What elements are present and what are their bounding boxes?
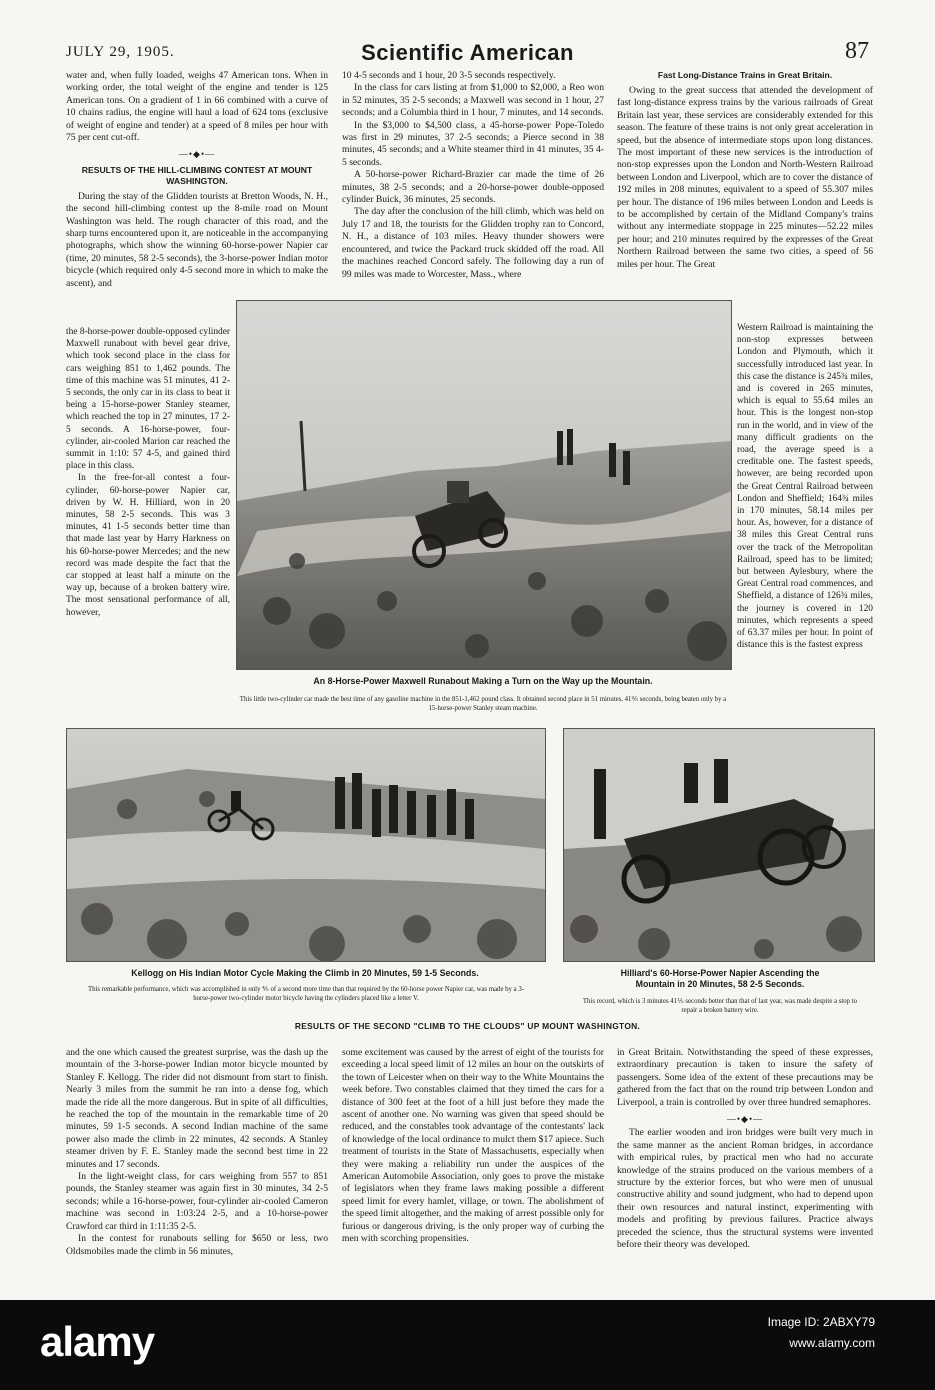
issue-date: JULY 29, 1905.	[66, 44, 175, 60]
paragraph: Western Railroad is maintaining the non-stop expresses between London and Plymouth, which it successfully introduced last year. In this case the distance is 245¾ miles, and is covered in 265 minutes, which is equal to 55.64 miles an hour. This is the longest non-stop run in the world, and in view of the many difficult gradients on the road, the average speed is a creditable one. The fastest speeds, however, are being recorded upon the Great Central Railroad between London and Sheffield; 164¾ miles in 170 minutes, 58.14 miles per hour. As, however, for a distance of 38 miles this Great Central runs over the track of the Metropolitan Railroad, speed has to be limited; but between Aylesbury, where the Great Central road commences, and Sheffield, a distance of 126¾ miles, the journey is covered in 120 minutes, which represents a speed of 63.37 miles per hour. In point of distance this is the fastest express	[737, 323, 873, 651]
paragraph: some excitement was caused by the arrest of eight of the tourists for exceeding a local speed limit of 12 miles an hour on the outskirts of the town of Leicester when on their way to the White Mountains the week before. Two constables claimed that they timed the cars for a distance of 300 feet at the foot of a hill just before they made the ascent of another one. No warning was given that speed should be reduced, and the constables took advantage of the contestants' lack of knowledge of the local ordinance to mulct them $17 apiece. Such treatment of tourists in the State of Massachusetts, especially when they were making a reliability run under the auspices of the American Automobile Association, only goes to prove the mistake of legislators when they frame laws making possible a different speed limit for every hamlet, village, or town. The abolishment of the speed limit altogether, and the making of arrest possible only for furious or dangerous driving, is the only proper way of curbing the men with scorching propensities.	[342, 1047, 604, 1245]
kellogg-subcaption: This remarkable performance, which was accomplished in only ⅘ of a second more time than that required by the 60-horse power Napier car, was made by a 3-horse-power two-cylinder motor bicycle having the cylinders placed like a letter V.	[87, 986, 525, 1002]
paragraph: Owing to the great success that attended the development of fast long-distance express trains by the various railroads of Great Britain last year, these services are considerably extended for this season. The feature of these trains is not only great acceleration in speed, but the absence of intermediate stops upon long distances. The most important of these new services is the introduction of non-stop expresses upon the London and North-Western Railroad between London and Liverpool, which are to cover the distance of 192 miles in 208 minutes, equivalent to a speed of 55.307 miles per hour. The distance of 196 miles between London and Leeds is to be accomplished by certain of the Midland Company's trains without any intermediate stoppage in 225 minutes—52.22 miles per hour; and 210 minutes required by the expresses of the Great Northern Railroad between the same two cities, a speed of 56 miles per hour. The Great	[617, 85, 873, 270]
column-2-bottom	[342, 1047, 604, 1246]
paragraph: the 8-horse-power double-opposed cylinder Maxwell runabout with bevel gear drive, which took second place in the class for cars weighing 851 to 1,462 pounds. The time of this machine was 51 minutes, 41 2-5 seconds, the only car in its class to beat it being a 15-horse-power Stanley steamer, which reached the top in 27 minutes, 17 2-5 seconds. A 16-horse-power, four-cylinder, air-cooled Marion car reached the summit in 1:10: 57 4-5, and gained third place in this class.	[66, 327, 230, 472]
paragraph: The earlier wooden and iron bridges were built very much in the same manner as the ancient Roman bridges, in accordance with empirical rules, by practical men who had no accurate knowledge of the strains produced on the various members of a structure by the exterior forces, but who were men of unusual constructive ability and sound judgment, who had to depend upon their own resources and natural instinct, experimenting with models and profiting by previous failures. Practice always preceded the science, thus the structural systems were invented before their theory was developed.	[617, 1127, 873, 1251]
maxwell-runabout-photo	[236, 300, 732, 670]
page-number: 87	[845, 38, 869, 64]
column-1-narrow	[66, 326, 230, 619]
kellogg-motorcycle-photo	[66, 728, 546, 962]
column-2-top	[342, 70, 604, 281]
alamy-url: www.alamy.com	[789, 1336, 875, 1350]
paragraph: in Great Britain. Notwithstanding the speed of these expresses, extraordinary precaution is taken to insure the safety of passengers. Some idea of the extent of these precautions may be gathered from the fact that on the round trip between London and Liverpool, a train is controlled by over three hundred semaphores.	[617, 1047, 873, 1108]
ornament-divider: —•◆•—	[726, 1114, 764, 1125]
photo-banner-title: RESULTS OF THE SECOND "CLIMB TO THE CLOUDS" UP MOUNT WASHINGTON.	[294, 1021, 641, 1031]
paragraph: In the light-weight class, for cars weighing from 557 to 851 pounds, the Stanley steamer was again first in 30 minutes, 34 2-5 seconds; while a 16-horse-power, four-cylinder air-cooled Cameron machine was second in 1:03:24 2-5, and a 10-horse-power Crawford car third in 1:11:35 2-5.	[66, 1171, 328, 1232]
column-3-narrow	[737, 322, 873, 651]
napier-subcaption: This record, which is 3 minutes 41⅕ seconds better than that of last year, was made despite a stop to repair a broken battery wire.	[582, 998, 858, 1014]
image-id-label: Image ID: 2ABXY79	[767, 1315, 875, 1329]
column-1-bottom	[66, 1047, 328, 1258]
paragraph: and the one which caused the greatest surprise, was the dash up the mountain of the 3-horse-power Indian motor bicycle mounted by Stanley F. Kellogg. The rider did not dismount from start to finish. Nearly 3 miles from the summit he ran into a dense fog, which made the ride all the more dangerous. But in spite of all difficulties, he reached the top of the mountain in the remarkable time of 20 minutes, 59 1-5 seconds. A second Indian machine of the same power also made the climb in 22 minutes, 42 seconds. A Stanley steamer driven by F. E. Stanley made the second best time in 22 minutes and 17 seconds.	[66, 1047, 328, 1170]
maxwell-caption: An 8-Horse-Power Maxwell Runabout Making a Turn on the Way up the Mountain.	[313, 676, 653, 686]
alamy-logo: alamy	[40, 1318, 155, 1365]
maxwell-subcaption: This little two-cylinder car made the best time of any gasoline machine in the 851-1,462 pound class. It obtained second place in 51 minutes, 41⅖ seconds, being beaten only by a 15-horse-power Stanley steam machine.	[239, 696, 727, 712]
ornament-divider: —•◆•—	[178, 149, 216, 160]
paragraph: In the class for cars listing at from $1,000 to $2,000, a Reo won in 52 minutes, 35 2-5 seconds; a Maxwell was second in 1 hour, 27 seconds; and a Columbia third in 1 hour, 7 minutes, and 14 seconds.	[342, 82, 604, 119]
column-1-top	[66, 70, 328, 290]
paragraph: In the $3,000 to $4,500 class, a 45-horse-power Pope-Toledo was first in 29 minutes, 37 2-5 seconds; a Pierce second in 38 minutes, 45 seconds; and a White steamer third in 41 minutes, 35 4-5 seconds.	[342, 119, 604, 168]
column-3-bottom	[617, 1047, 873, 1252]
napier-caption: Hilliard's 60-Horse-Power Napier Ascending the Mountain in 20 Minutes, 58 2-5 Seconds.	[620, 968, 820, 989]
paragraph: The day after the conclusion of the hill climb, which was held on July 17 and 18, the tourists for the Glidden trophy ran to Concord, N. H., a distance of 103 miles. Heavy thunder showers were encountered, and twice the Packard truck skidded off the road. All the machines reached Concord safely. The following day a run of 99 miles was made to Worcester, Mass., where	[342, 206, 604, 280]
article-heading: RESULTS OF THE HILL-CLIMBING CONTEST AT MOUNT WASHINGTON.	[81, 164, 313, 186]
paragraph: water and, when fully loaded, weighs 47 American tons. When in working order, the total weight of the engine and tender is 125 American tons. On a gradient of 1 in 66 combined with a curve of 10 chains radius, the engine will haul a load of 624 tons (exclusive of weight of engine and tender) at a speed of 8 miles per hour with 75 per cent cut-off.	[66, 70, 328, 144]
article-heading: Fast Long-Distance Trains in Great Britain.	[657, 70, 833, 80]
masthead-title: Scientific American	[361, 40, 574, 65]
paragraph: A 50-horse-power Richard-Brazier car made the time of 26 minutes, 38 2-5 seconds; and a 20-horse-power double-opposed cylinder Buick, 36 minutes, 25 seconds.	[342, 169, 604, 206]
kellogg-caption: Kellogg on His Indian Motor Cycle Making the Climb in 20 Minutes, 59 1-5 Seconds.	[131, 968, 479, 978]
paragraph: During the stay of the Glidden tourists at Bretton Woods, N. H., the second hill-climbing contest up the 8-mile road on Mount Washington was held. The rough character of this road, and the sharp turns encountered upon it, are noticeable in the accompanying photographs, which show the winning 60-horse-power Napier car (time, 20 minutes, 58 2-5 seconds), the 3-horse-power Indian motor bicycle (which required only 4-5 second more in which to make the ascent), and	[66, 190, 328, 289]
napier-car-photo	[563, 728, 875, 962]
column-3-top	[617, 70, 873, 271]
paragraph: 10 4-5 seconds and 1 hour, 20 3-5 seconds respectively.	[342, 70, 556, 81]
paragraph: In the free-for-all contest a four-cylinder, 60-horse-power Napier car, driven by W. H. Hilliard, won in 20 minutes, 58 2-5 seconds. This was 3 minutes, 41 1-5 seconds better time than that made last year by Harry Harkness on his 60-horse-power Mercedes; and the new record was made despite the fact that the car stopped at least half a minute on the way up, because of a broken battery wire. The most sensational performance of all, however,	[66, 473, 230, 618]
paragraph: In the contest for runabouts selling for $650 or less, two Oldsmobiles made the climb in 56 minutes,	[66, 1233, 328, 1257]
